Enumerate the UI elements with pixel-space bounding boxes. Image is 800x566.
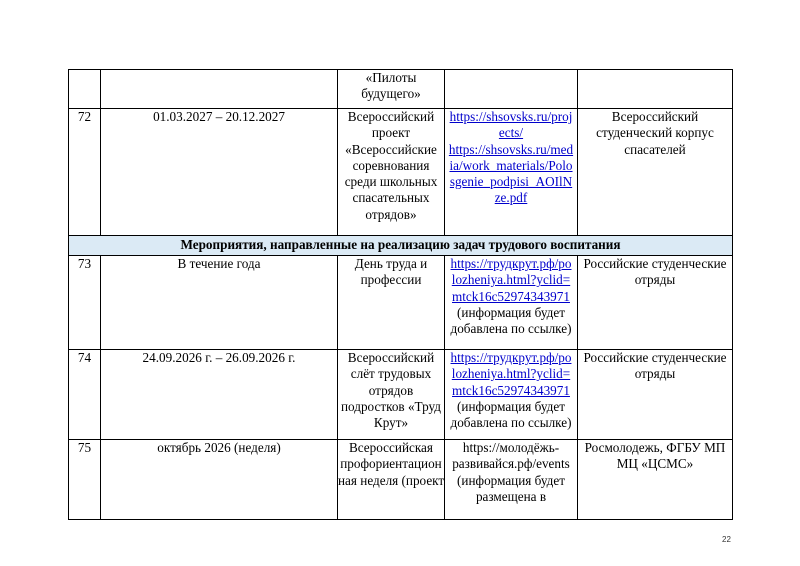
event-link-cell <box>445 350 578 440</box>
organizer-line: МЦ «ЦСМС» <box>616 456 694 472</box>
row-number: 75 <box>69 440 101 520</box>
event-link[interactable]: https://трудкрут.рф/po <box>450 256 572 271</box>
table-row <box>69 256 733 350</box>
section-title: Мероприятия, направленные на реализацию задач трудового воспитания <box>69 236 733 256</box>
event-link[interactable]: sgenie_podpisi_AOIlN <box>449 174 573 190</box>
organizer-line: отряды <box>634 272 676 288</box>
event-name <box>338 109 445 236</box>
link-note: https://молодёжь- <box>462 440 560 455</box>
event-name-line: спасательных <box>352 190 430 206</box>
table-row <box>69 70 733 109</box>
organizer-line: студенческий корпус <box>596 125 714 141</box>
event-name-line: среди школьных <box>344 174 438 190</box>
event-name-line: проект <box>371 125 411 141</box>
link-note: развивайся.рф/events <box>452 456 570 472</box>
event-organizer <box>578 256 733 350</box>
table-row <box>69 109 733 236</box>
event-name-line: отрядов» <box>365 206 417 222</box>
event-link[interactable]: mtck16c52974343971 <box>452 382 570 398</box>
organizer-line: Всероссийский <box>611 109 699 124</box>
row-number: 74 <box>69 350 101 440</box>
row-number: 72 <box>69 109 101 236</box>
event-name-line: Крут» <box>373 415 409 431</box>
event-link[interactable]: ects/ <box>498 125 524 141</box>
event-date: В течение года <box>101 256 338 350</box>
link-note: (информация будет <box>457 398 565 414</box>
link-note: добавлена по ссылке) <box>450 415 572 431</box>
events-table <box>68 69 733 520</box>
event-date: 24.09.2026 г. – 26.09.2026 г. <box>101 350 338 440</box>
event-date <box>101 70 338 109</box>
row-number: 73 <box>69 256 101 350</box>
event-link-cell <box>445 440 578 520</box>
event-link[interactable]: ze.pdf <box>494 190 528 206</box>
event-name-line: Всероссийская <box>349 440 433 455</box>
event-organizer <box>578 70 733 109</box>
event-name-line: «Пилоты <box>365 70 417 85</box>
event-organizer <box>578 109 733 236</box>
event-organizer <box>578 440 733 520</box>
event-name-line: Всероссийский <box>347 109 435 124</box>
link-note: (информация будет <box>457 472 565 488</box>
event-name-line: подростков «Труд <box>340 398 441 414</box>
event-link[interactable]: lozheniya.html?yclid= <box>451 272 571 288</box>
link-note: (информация будет <box>457 304 565 320</box>
event-name <box>338 350 445 440</box>
event-link[interactable]: lozheniya.html?yclid= <box>451 366 571 382</box>
event-link-cell <box>445 109 578 236</box>
event-name-line: соревнования <box>352 157 430 173</box>
event-link[interactable]: https://shsovsks.ru/med <box>448 141 574 157</box>
event-name-line: Всероссийский <box>347 350 435 365</box>
event-link[interactable]: https://трудкрут.рф/po <box>450 350 572 365</box>
event-link[interactable]: mtck16c52974343971 <box>452 288 570 304</box>
link-note: размещена в <box>475 488 547 504</box>
event-name-line: слёт трудовых <box>350 366 432 382</box>
event-name-line: отрядов <box>368 382 414 398</box>
organizer-line: Росмолодежь, ФГБУ МП <box>584 440 726 455</box>
event-organizer <box>578 350 733 440</box>
table-row <box>69 440 733 520</box>
row-number <box>69 70 101 109</box>
organizer-line: Российские студенческие <box>583 350 727 365</box>
table-row <box>69 350 733 440</box>
event-link[interactable]: https://shsovsks.ru/proj <box>449 109 573 124</box>
event-name-line: будущего» <box>361 86 421 102</box>
organizer-line: спасателей <box>624 141 686 157</box>
event-name <box>338 440 445 520</box>
event-link-cell <box>445 256 578 350</box>
event-name-line: День труда и <box>354 256 428 271</box>
organizer-line: отряды <box>634 366 676 382</box>
event-date: октябрь 2026 (неделя) <box>101 440 338 520</box>
event-name <box>338 70 445 109</box>
link-note: добавлена по ссылке) <box>450 321 572 337</box>
event-name-line: ная неделя (проект <box>338 472 445 488</box>
event-link[interactable]: ia/work_materials/Polo <box>449 157 573 173</box>
organizer-line: Российские студенческие <box>583 256 727 271</box>
event-name <box>338 256 445 350</box>
page-number: 22 <box>722 535 731 544</box>
event-name-line: «Всероссийские <box>345 141 437 157</box>
section-row <box>69 236 733 256</box>
event-date: 01.03.2027 – 20.12.2027 <box>101 109 338 236</box>
event-link-cell <box>445 70 578 109</box>
event-name-line: профессии <box>360 272 422 288</box>
event-name-line: профориентацион <box>340 456 442 472</box>
